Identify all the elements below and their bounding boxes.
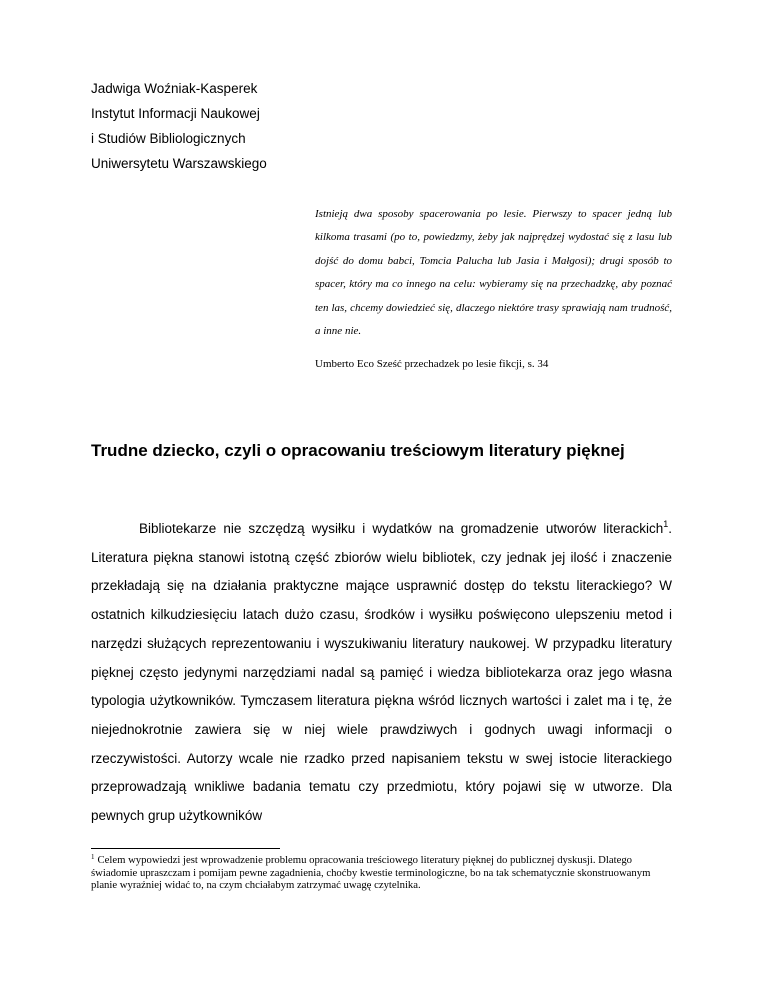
footnote-reference[interactable]: 1	[663, 519, 669, 529]
body-text-part-1: Bibliotekarze nie szczędzą wysiłku i wydatków na gromadzenie utworów literackich	[139, 521, 664, 536]
epigraph-source: Umberto Eco Sześć przechadzek po lesie fikcji, s. 34	[315, 358, 549, 370]
author-affiliation	[91, 76, 267, 176]
epigraph	[315, 203, 672, 343]
body-text-part-2: . Literatura piękna stanowi istotną część zbiorów wielu bibliotek, czy jednak jej ilość i znaczenie przekładają się na działania praktyczne mające usprawnić dostęp do tekstu literackiego? W ostatnich kilkudziesięciu latach dużo czasu, środków i wysiłku poświęcono ulepszeniu metod i narzędzi służących reprezentowaniu i wyszukiwaniu literatury naukowej. W przypadku literatury pięknej często jedynymi narzędziami nadal są pamięć i wiedza bibliotekarza oraz jego własna typologia użytkowników. Tymczasem literatura piękna wśród licznych wartości i zalet ma i tę, że niejednokrotnie zawiera się w niej wiele prawdziwych i godnych uwagi informacji o rzeczywistości. Autorzy wcale nie rzadko przed napisaniem tekstu w swej istocie literackiego przeprowadzają wnikliwe badania tematu czy przedmiotu, który pojawi się w utworze. Dla pewnych grup użytkowników	[91, 521, 672, 824]
footnote	[91, 854, 672, 892]
footnote-number: 1	[91, 853, 95, 861]
university-name: Uniwersytetu Warszawskiego	[91, 156, 267, 171]
author-name: Jadwiga Woźniak-Kasperek	[91, 81, 258, 96]
institute-line-2: i Studiów Bibliologicznych	[91, 131, 246, 146]
institute-line-1: Instytut Informacji Naukowej	[91, 106, 260, 121]
article-title: Trudne dziecko, czyli o opracowaniu treściowym literatury pięknej	[91, 441, 625, 460]
epigraph-quote: Istnieją dwa sposoby spacerowania po lesie. Pierwszy to spacer jedną lub kilkoma trasami (po to, powiedzmy, żeby jak najprędzej wydostać się z lasu lub dojść do domu babci, Tomcia Palucha lub Jasia i Małgosi); drugi sposób to spacer, który ma co innego na celu: wybieramy się na przechadzkę, aby poznać ten las, chcemy dowiedzieć się, dlaczego niektóre trasy sprawiają nam trudność, a inne nie.	[315, 208, 672, 338]
footnote-divider	[91, 848, 280, 849]
footnote-text: Celem wypowiedzi jest wprowadzenie problemu opracowania treściowego literatury pięknej do publicznej dyskusji. Dlatego świadomie upraszczam i pomijam pewne zagadnienia, choćby kwestie terminologiczne, bo na tak schematycznie skonstruowanym planie wyraźniej widać to, na czym chciałabym zatrzymać uwagę czytelnika.	[91, 854, 651, 892]
body-paragraph	[91, 515, 672, 831]
